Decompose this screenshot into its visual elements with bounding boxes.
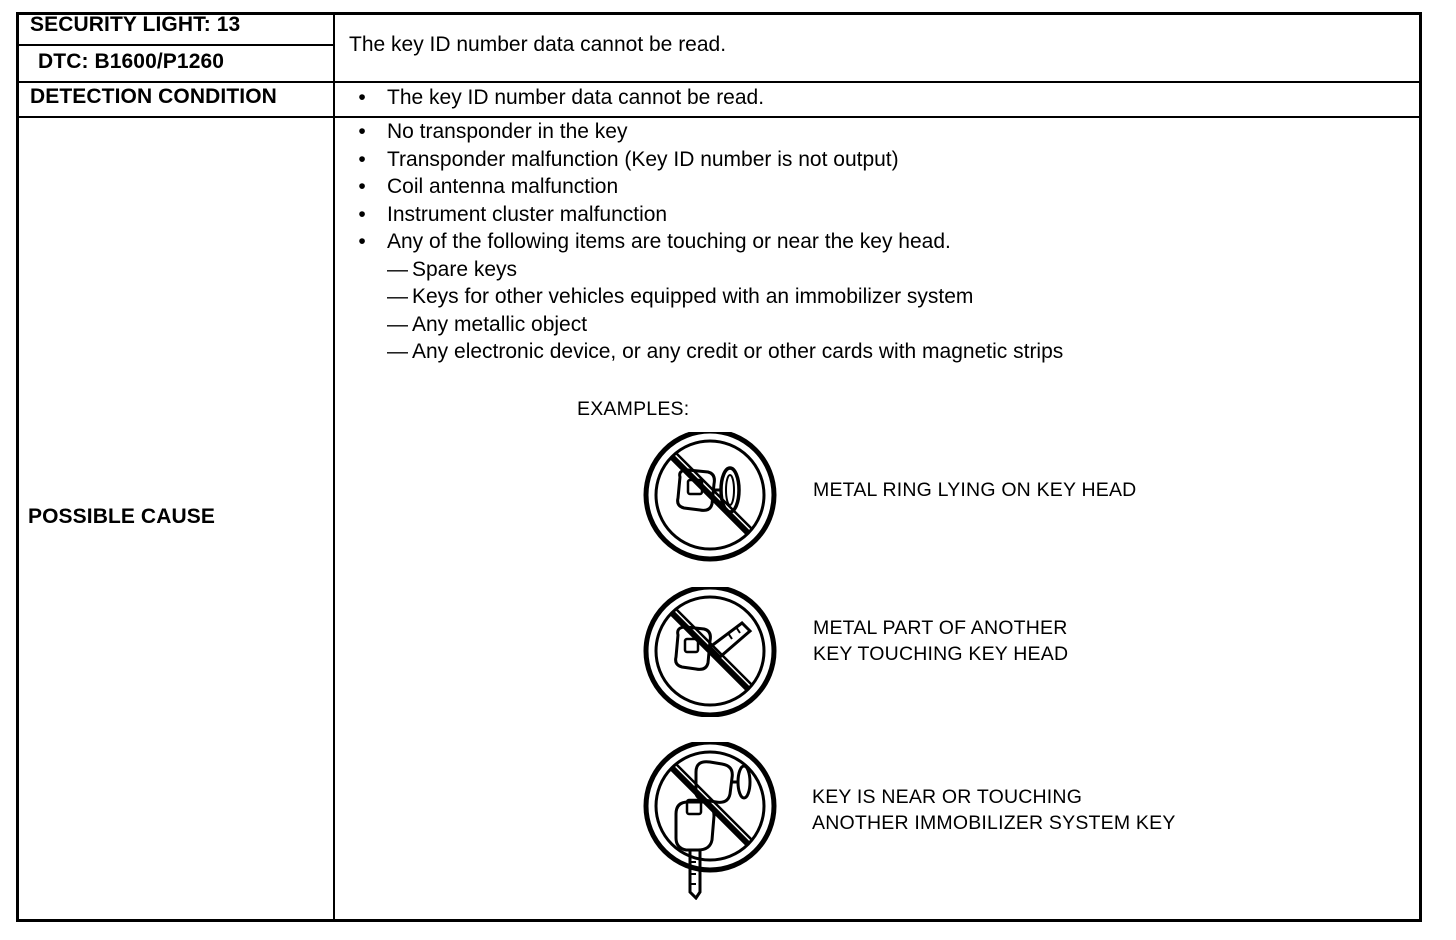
- bullet-icon: •: [358, 175, 366, 198]
- no-metal-ring-icon: [640, 432, 780, 562]
- dtc-label: DTC: B1600/P1260: [38, 50, 225, 73]
- detection-text: The key ID number data cannot be read.: [387, 86, 765, 109]
- bullet-icon: •: [358, 147, 366, 171]
- cause-item: • Any of the following items are touching or near the key head.: [355, 228, 1063, 256]
- cause-sub-item: — Any electronic device, or any credit or other cards with magnetic strips: [387, 340, 1064, 363]
- examples-heading: EXAMPLES:: [577, 398, 690, 420]
- cause-sub-item: — Keys for other vehicles equipped with an immobilizer system: [387, 285, 974, 308]
- cause-item: • Transponder malfunction (Key ID number is not output): [355, 146, 1063, 174]
- header-label-divider: [16, 44, 334, 46]
- header-row-divider: [16, 81, 1422, 83]
- no-metal-key-part-icon: [640, 587, 780, 717]
- column-divider: [333, 12, 335, 922]
- example-caption: METAL RING LYING ON KEY HEAD: [813, 479, 1137, 501]
- example-caption: KEY IS NEAR OR TOUCHING ANOTHER IMMOBILIZER SYSTEM KEY: [812, 786, 1176, 834]
- possible-cause-label: POSSIBLE CAUSE: [28, 505, 215, 528]
- cause-item: • No transponder in the key: [355, 118, 1063, 146]
- cause-sub-item: — Any metallic object: [387, 312, 588, 336]
- security-light-label: SECURITY LIGHT: 13: [30, 13, 241, 36]
- bullet-icon: •: [358, 230, 366, 253]
- bullet-icon: •: [358, 120, 366, 143]
- dash-icon: —: [387, 285, 408, 308]
- dash-icon: —: [387, 257, 408, 281]
- detection-condition-label: DETECTION CONDITION: [30, 85, 277, 108]
- detection-bullet: •: [358, 86, 366, 109]
- possible-cause-list: [355, 118, 1063, 366]
- cause-item: • Instrument cluster malfunction: [355, 201, 1063, 229]
- bullet-icon: •: [358, 202, 366, 226]
- cause-sub-item: — Spare keys: [387, 257, 518, 281]
- cause-item: • Coil antenna malfunction: [355, 173, 1063, 201]
- example-caption: METAL PART OF ANOTHER KEY TOUCHING KEY HEAD: [813, 617, 1069, 665]
- no-other-immobilizer-key-icon: [640, 742, 780, 900]
- dash-icon: —: [387, 312, 408, 336]
- header-description: The key ID number data cannot be read.: [349, 33, 727, 56]
- dash-icon: —: [387, 340, 408, 363]
